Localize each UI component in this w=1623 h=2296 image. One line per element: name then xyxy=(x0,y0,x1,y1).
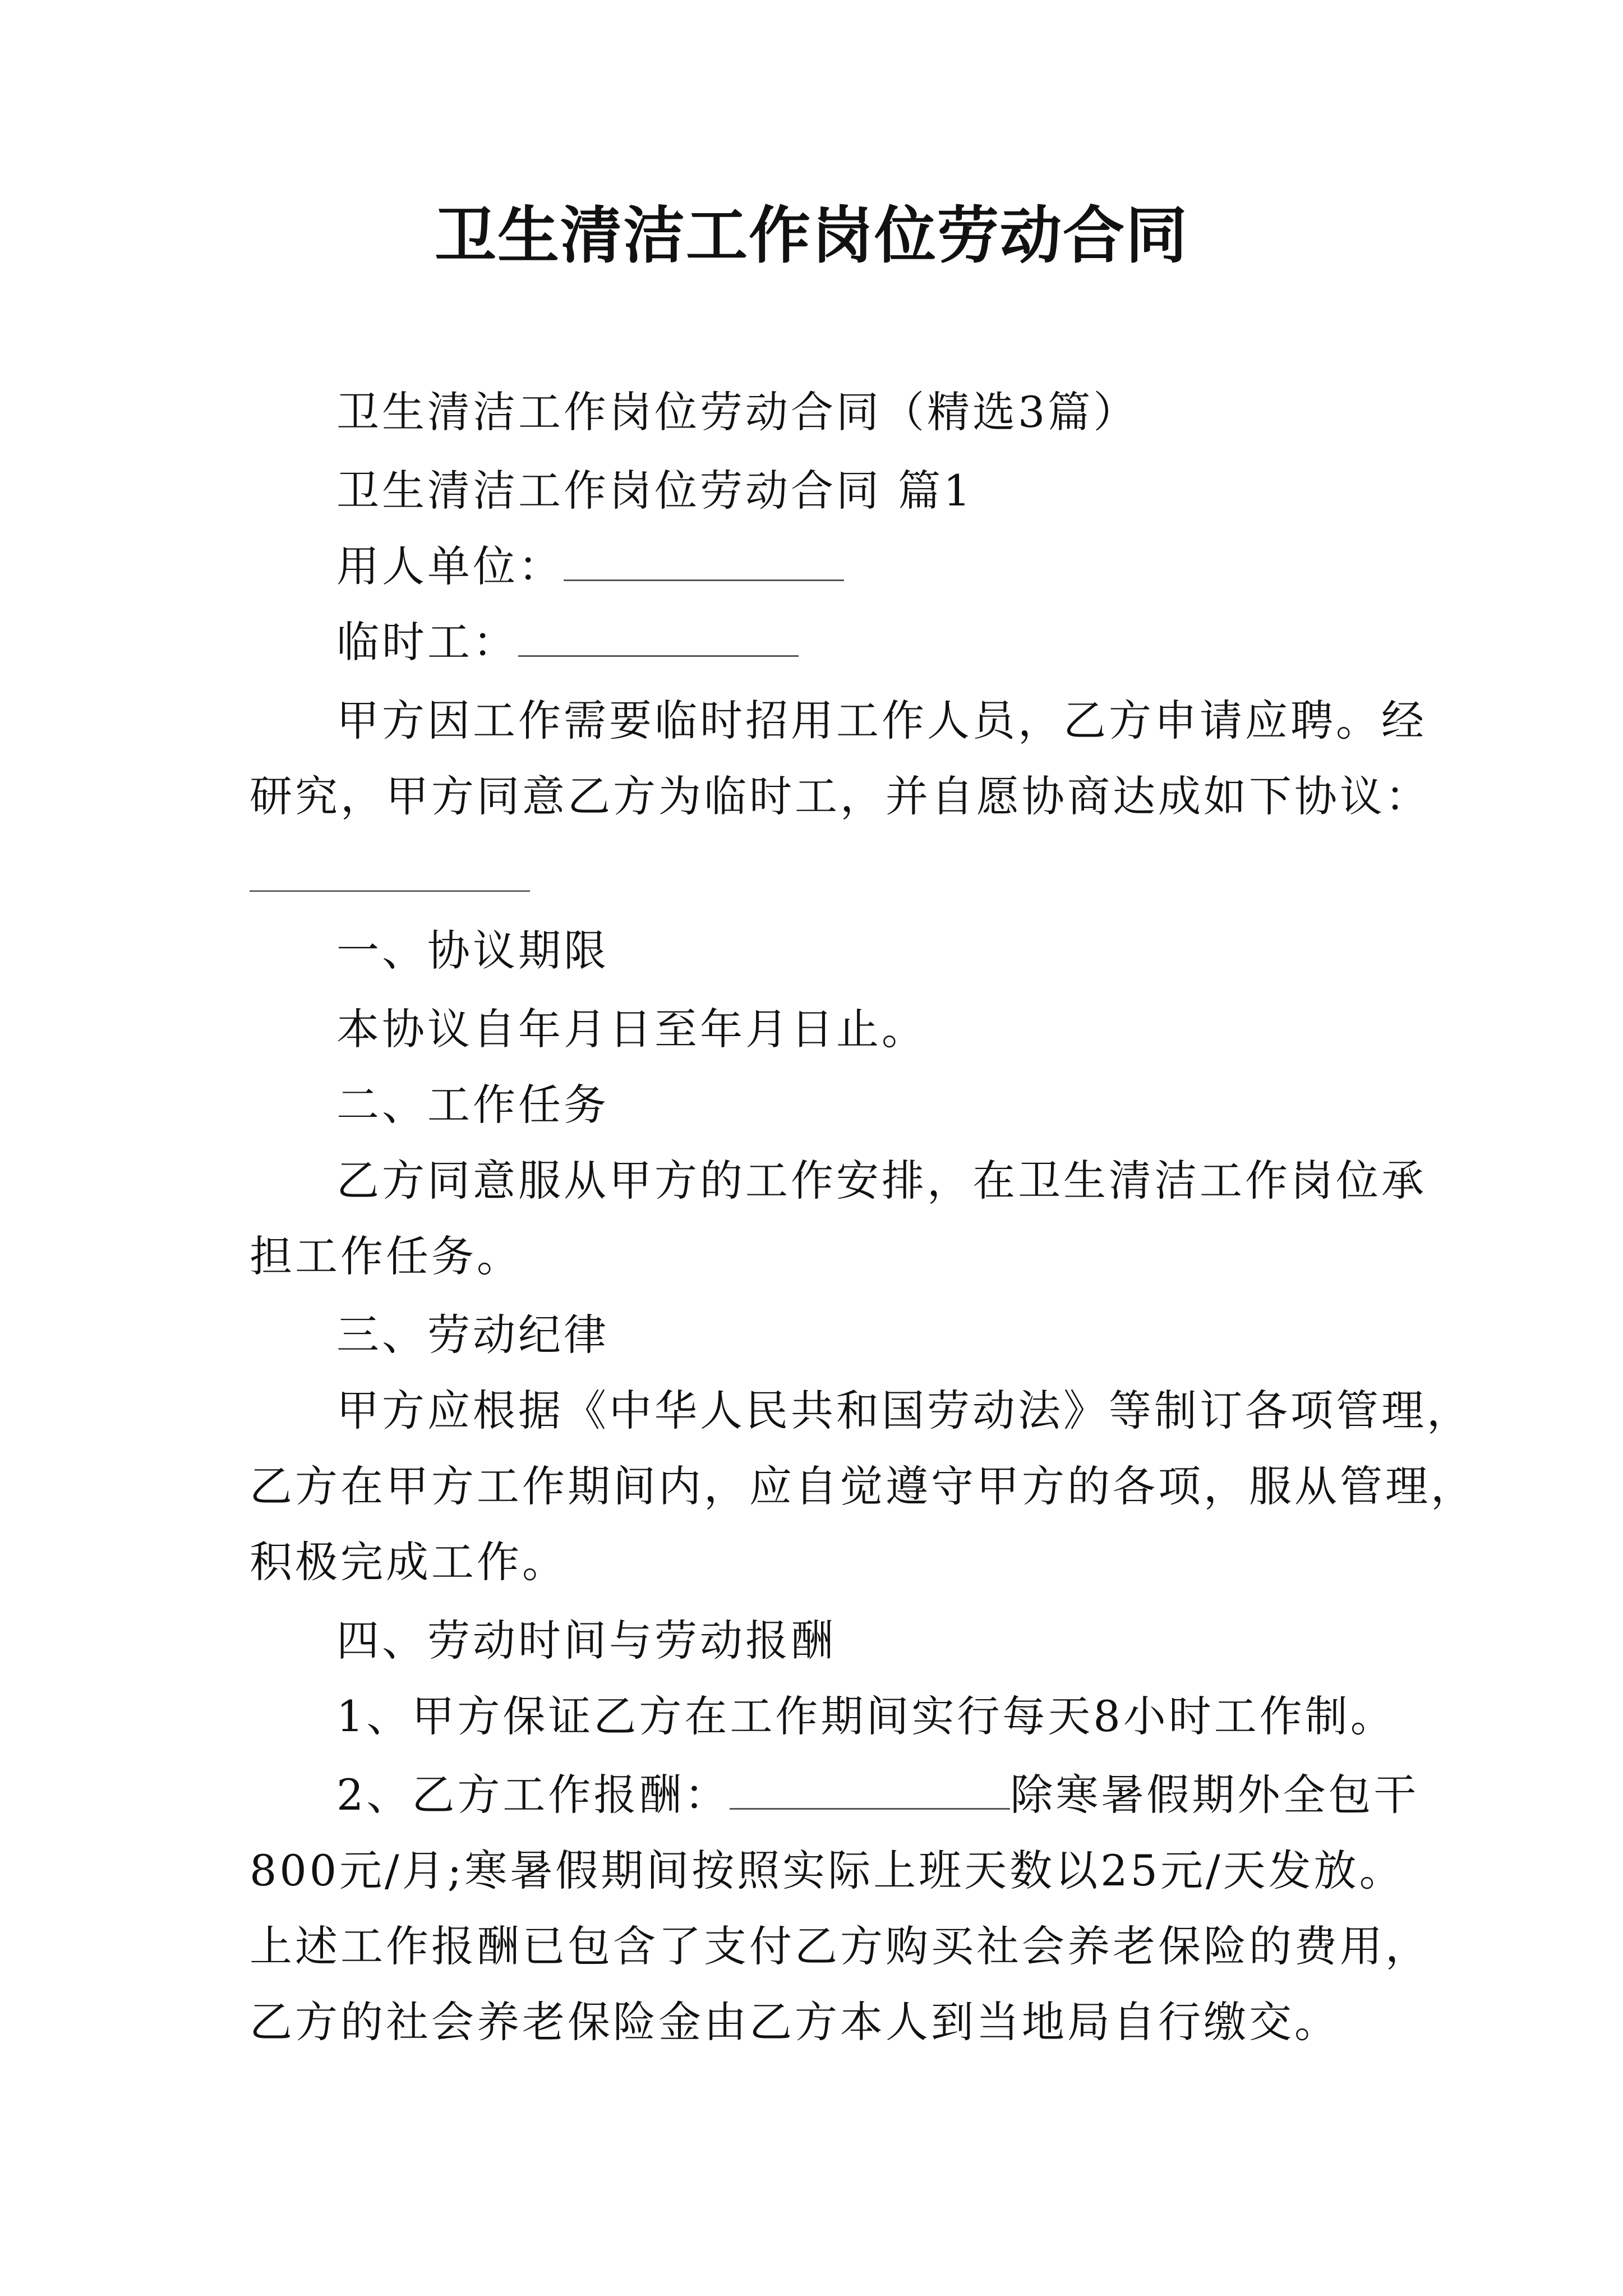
signature-rule xyxy=(250,890,530,892)
clause2-heading: 二、工作任务 xyxy=(336,1080,609,1130)
clause4-item-2 xyxy=(0,1767,1623,1823)
clause3-line-3: 积极完成工作。 xyxy=(250,1537,568,1587)
clause2-line-2: 担工作任务。 xyxy=(250,1231,522,1281)
clause4-item2-prefix: 2、乙方工作报酬： xyxy=(336,1770,730,1820)
clause4-item-1: 1、甲方保证乙方在工作期间实行每天8小时工作制。 xyxy=(336,1691,1396,1741)
clause3-line-1: 甲方应根据《中华人民共和国劳动法》等制订各项管理， xyxy=(336,1386,1472,1435)
clause2-line-1: 乙方同意服从甲方的工作安排，在卫生清洁工作岗位承 xyxy=(336,1156,1427,1205)
section-heading: 卫生清洁工作岗位劳动合同 篇1 xyxy=(336,466,974,516)
worker-row xyxy=(0,614,1623,670)
employer-label: 用人单位： xyxy=(336,541,564,591)
collection-title: 卫生清洁工作岗位劳动合同（精选3篇） xyxy=(336,387,1139,437)
clause1-text: 本协议自年月日至年月日止。 xyxy=(336,1004,927,1054)
wage-blank xyxy=(730,1770,1010,1810)
worker-blank xyxy=(518,617,799,657)
clause4-line-2: 800元/月;寒暑假期间按照实际上班天数以25元/天发放。 xyxy=(250,1846,1405,1895)
intro-line-1: 甲方因工作需要临时招用工作人员，乙方申请应聘。经 xyxy=(336,696,1427,746)
intro-line-2: 研究，甲方同意乙方为临时工，并自愿协商达成如下协议： xyxy=(250,771,1431,821)
employer-row xyxy=(0,539,1623,595)
clause4-heading: 四、劳动时间与劳动报酬 xyxy=(336,1616,836,1665)
employer-blank xyxy=(564,541,844,581)
clause4-line-3: 上述工作报酬已包含了支付乙方购买社会养老保险的费用， xyxy=(250,1921,1431,1971)
clause4-line-4: 乙方的社会养老保险金由乙方本人到当地局自行缴交。 xyxy=(250,1997,1340,2047)
clause1-heading: 一、协议期限 xyxy=(336,926,609,976)
document-title: 卫生清洁工作岗位劳动合同 xyxy=(435,199,1188,272)
clause3-heading: 三、劳动纪律 xyxy=(336,1310,609,1360)
clause3-line-2: 乙方在甲方工作期间内，应自觉遵守甲方的各项，服从管理， xyxy=(250,1461,1476,1511)
clause4-item2-suffix: 除寒暑假期外全包干 xyxy=(1010,1770,1419,1820)
worker-label: 临时工： xyxy=(336,617,518,667)
